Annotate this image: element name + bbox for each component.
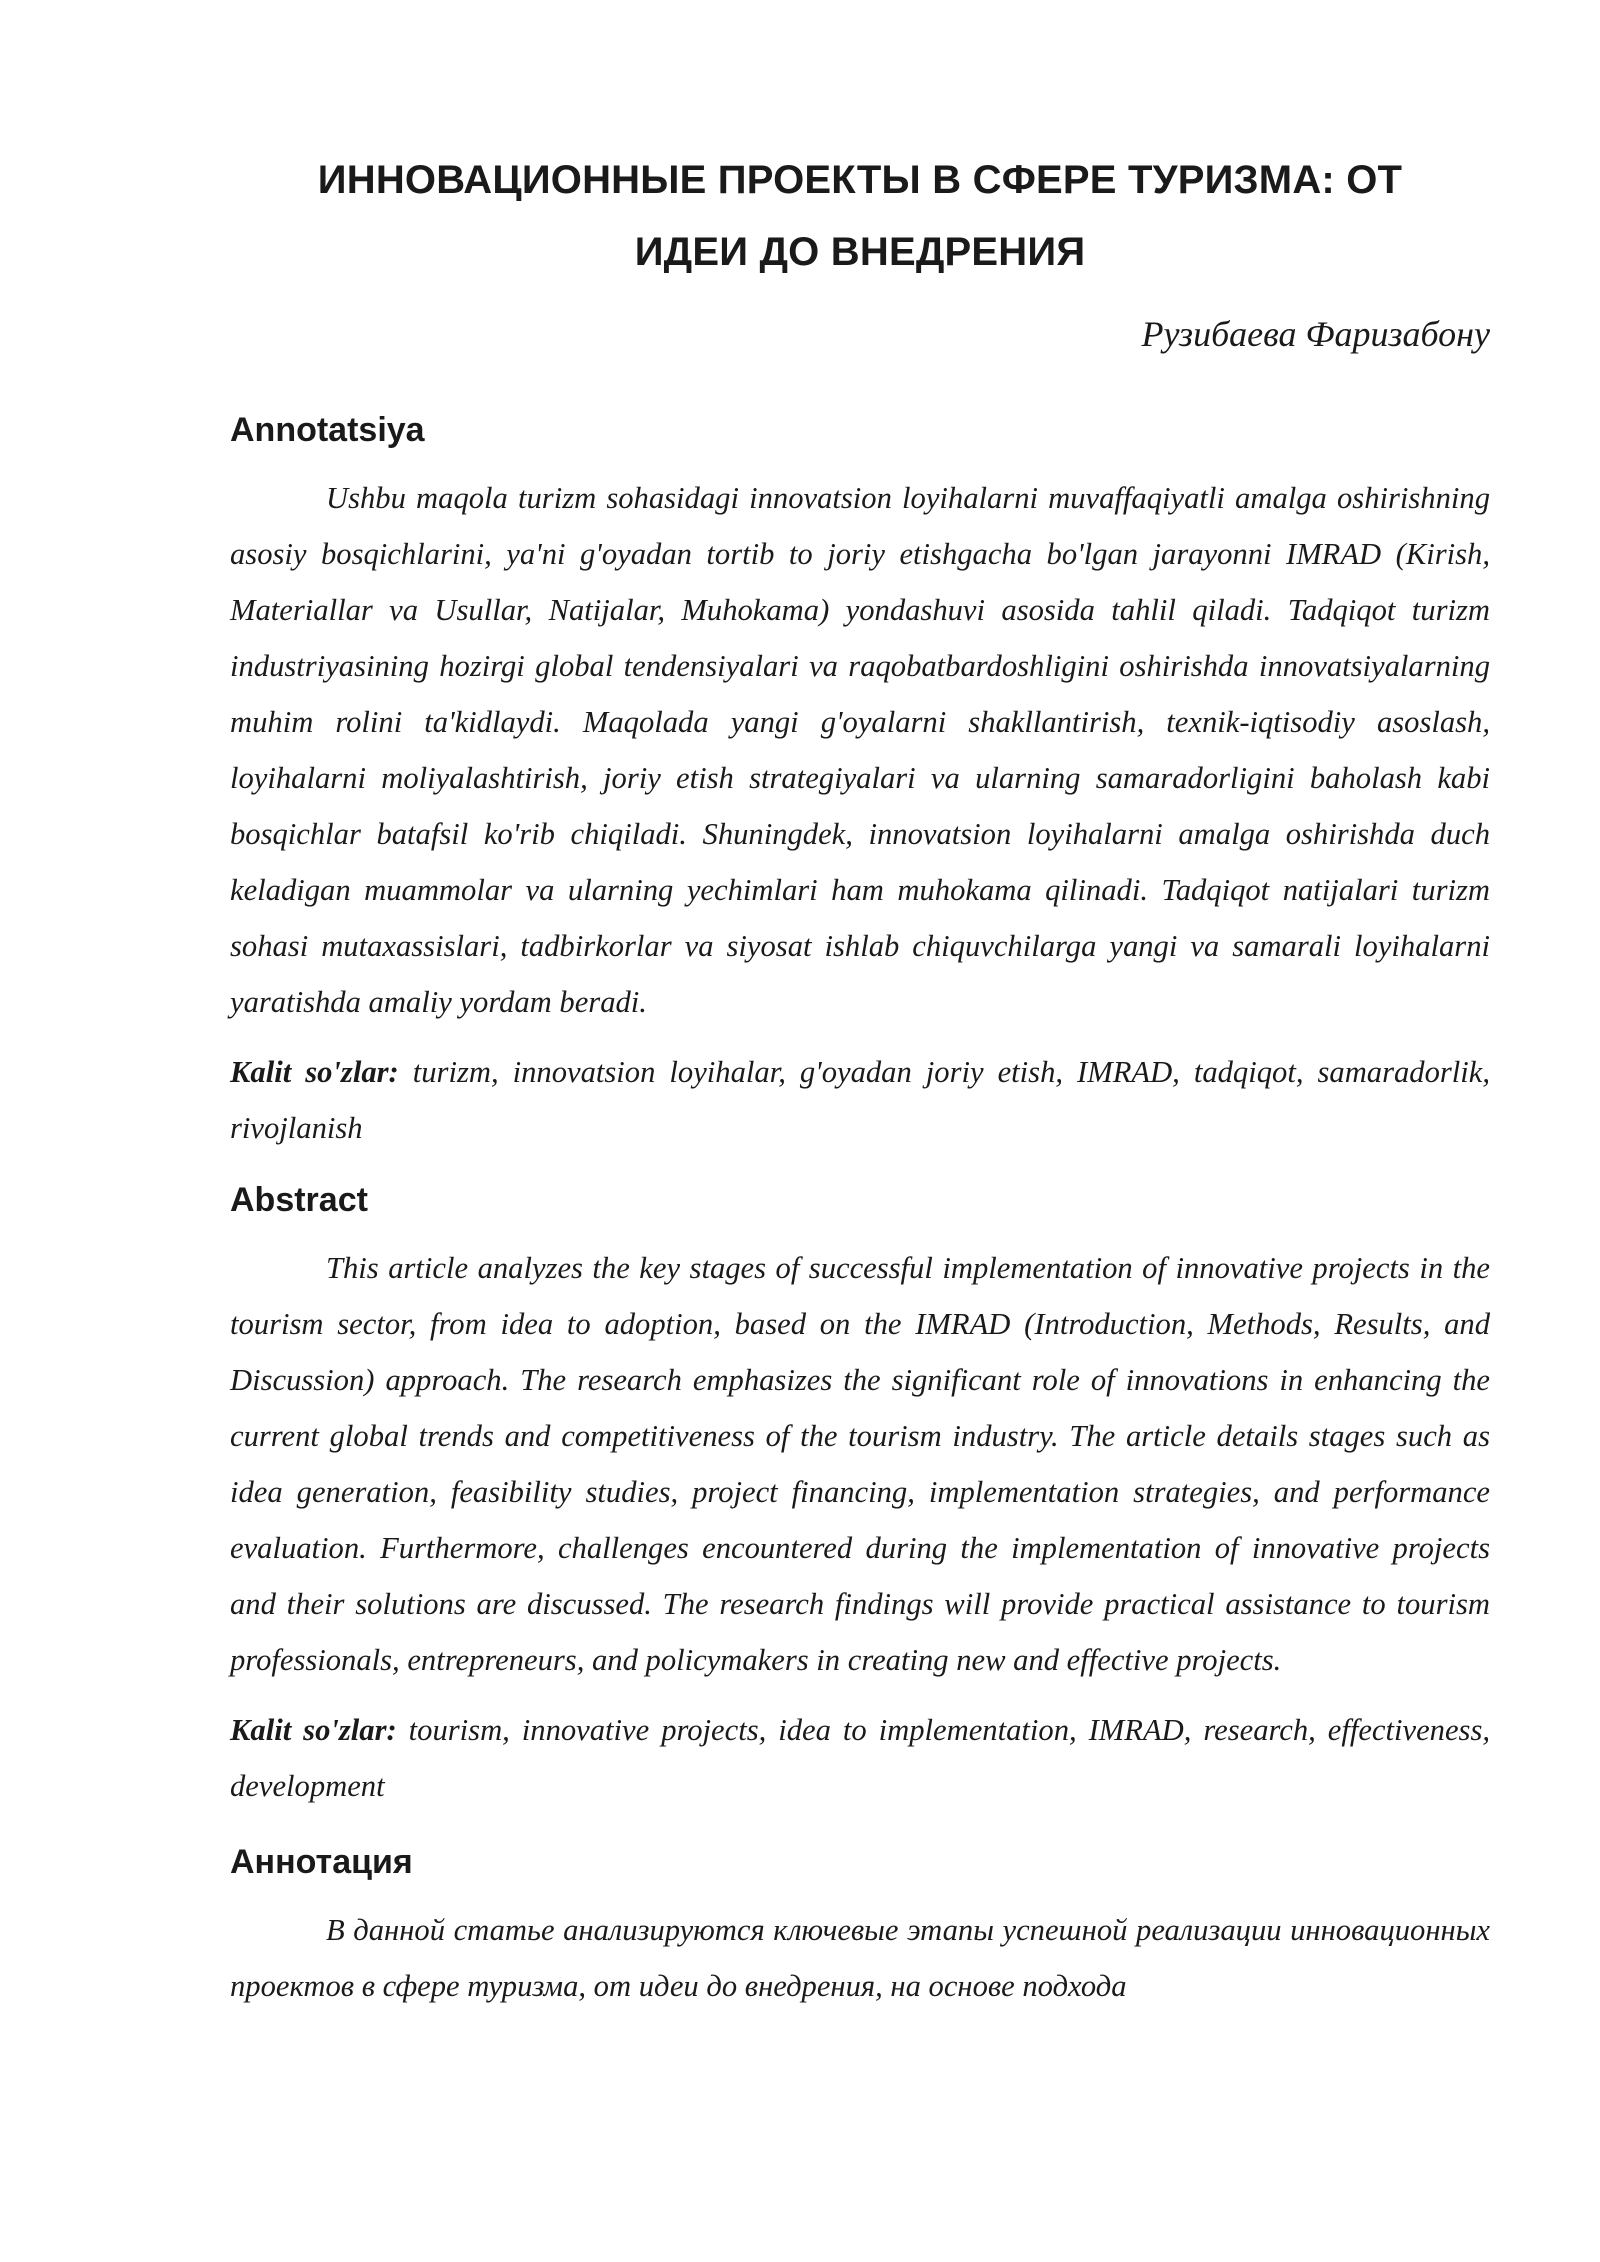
abstract-en-text: This article analyzes the key stages of successful implementation of innovative projects in the tourism sector, from idea to adoption, based on the IMRAD (Introduction, Methods, Results, and Discussion) approach. The research emphasizes the significant role of innovations in enhancing the current global trends and competitiveness of the tourism industry. The article details stages such as idea generation, feasibility studies, project financing, implementation strategies, and performance evaluation. Furthermore, challenges encountered during the implementation of innovative projects and their solutions are discussed. The research findings will provide practical assistance to tourism professionals, entrepreneurs, and policymakers in creating new and effective projects. [230, 1251, 1490, 1677]
document-page [230, 0, 1490, 2014]
title-line-1: ИННОВАЦИОННЫЕ ПРОЕКТЫ В СФЕРЕ ТУРИЗМА: ОТ [317, 158, 1403, 202]
keywords-en-label: Kalit so'zlar: [230, 1713, 397, 1747]
annotation-uz-text: Ushbu maqola turizm sohasidagi innovatsion loyihalarni muvaffaqiyatli amalga oshirishning asosiy bosqichlarini, ya'ni g'oyadan tortib to joriy etishgacha bo'lgan jarayonni IMRAD (Kirish, Materiallar va Usullar, Natijalar, Muhokama) yondashuvi asosida tahlil qiladi. Tadqiqot turizm industriyasining hozirgi global tendensiyalari va raqobatbardoshligini oshirishda innovatsiyalarning muhim rolini ta'kidlaydi. Maqolada yangi g'oyalarni shakllantirish, texnik-iqtisodiy asoslash, loyihalarni moliyalashtirish, joriy etish strategiyalari va ularning samaradorligini baholash kabi bosqichlar batafsil ko'rib chiqiladi. Shuningdek, innovatsion loyihalarni amalga oshirishda duch keladigan muammolar va ularning yechimlari ham muhokama qilinadi. Tadqiqot natijalari turizm sohasi mutaxassislari, tadbirkorlar va siyosat ishlab chiquvchilarga yangi va samarali loyihalarni yaratishda amaliy yordam beradi. [230, 481, 1490, 1019]
keywords-uz [230, 1044, 1490, 1156]
keywords-en [230, 1702, 1490, 1814]
annotation-uz-heading: Annotatsiya [230, 411, 425, 449]
title-line-2: ИДЕИ ДО ВНЕДРЕНИЯ [634, 230, 1086, 274]
author-name: Рузибаева Фаризабону [1141, 314, 1490, 354]
keywords-uz-list: turizm, innovatsion loyihalar, g'oyadan joriy etish, IMRAD, tadqiqot, samaradorlik, rivojlanish [230, 1055, 1491, 1145]
paper-title [230, 0, 1490, 288]
keywords-uz-label: Kalit so'zlar: [230, 1055, 399, 1089]
keywords-en-list: tourism, innovative projects, idea to implementation, IMRAD, research, effectiveness, development [230, 1713, 1491, 1803]
abstract-en-heading: Abstract [230, 1181, 368, 1219]
annotation-ru-text: В данной статье анализируются ключевые этапы успешной реализации инновационных проектов в сфере туризма, от идеи до внедрения, на основе подхода [230, 1913, 1490, 2003]
annotation-ru-heading: Аннотация [230, 1843, 413, 1881]
